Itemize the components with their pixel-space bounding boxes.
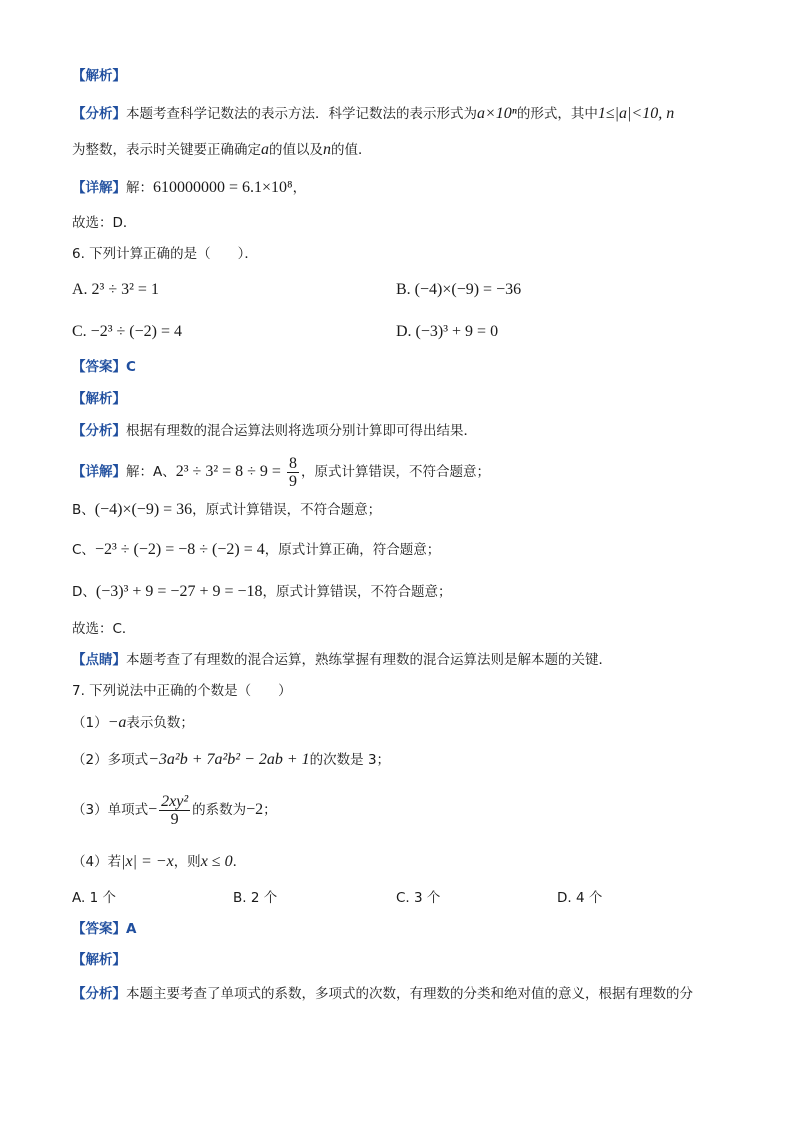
analysis-text: 的值以及 xyxy=(269,142,323,158)
solution-label: C、 xyxy=(72,542,95,558)
q7-option-c: C. 3 个 xyxy=(396,890,441,906)
analysis-text: 为整数，表示时关键要正确确定 xyxy=(72,142,261,158)
q7-option-b: B. 2 个 xyxy=(233,890,278,906)
statement-text: ． xyxy=(232,854,247,870)
q7-statement-1 xyxy=(72,713,194,733)
solution-line-c xyxy=(72,540,440,560)
remark-line: 【点睛】本题考查了有理数的混合运算，熟练掌握有理数的混合运算法则是解本题的关键． xyxy=(72,652,612,668)
solution-line-a xyxy=(72,452,490,492)
answer-choice-line: 故选：D． xyxy=(72,215,137,231)
solution-label: 【详解】解： xyxy=(72,180,153,196)
math-expression: −2³ ÷ (−2) = −8 ÷ (−2) = 4 xyxy=(94,541,265,558)
question-6-stem: 6. 下列计算正确的是（ ）． xyxy=(72,246,258,262)
statement-text: 表示负数； xyxy=(126,715,194,731)
solution-line xyxy=(72,178,306,198)
section-heading-analysis: 【解析】 xyxy=(72,391,126,407)
analysis-line: 【分析】根据有理数的混合运算法则将选项分别计算即可得出结果． xyxy=(72,423,477,439)
statement-text: ； xyxy=(263,802,277,818)
math-expression: −3a²b + 7a²b² − 2ab + 1 xyxy=(148,751,310,768)
math-expression: − xyxy=(148,801,158,818)
statement-text: 的系数为 xyxy=(192,802,247,818)
analysis-text: 的形式，其中 xyxy=(516,106,598,122)
math-expression: −a xyxy=(107,714,127,731)
fraction-numerator: 8 xyxy=(288,454,297,472)
solution-line-b xyxy=(72,500,381,520)
fraction-numerator: 2xy² xyxy=(161,792,189,810)
question-7-stem: 7. 下列说法中正确的个数是（ ） xyxy=(72,683,292,699)
analysis-line-1 xyxy=(72,104,674,124)
analysis-text: 的值． xyxy=(331,142,372,158)
solution-label: D、 xyxy=(72,584,96,600)
solution-label: 【详解】解：A、 xyxy=(72,464,176,480)
math-expression: a×10ⁿ xyxy=(477,105,517,122)
math-expression: (−3)³ + 9 = −27 + 9 = −18 xyxy=(95,583,263,600)
math-expression: 610000000 = 6.1×10⁸ xyxy=(153,179,293,196)
answer-choice-line: 故选：C． xyxy=(72,621,136,637)
q6-option-d: D. (−3)³ + 9 = 0 xyxy=(396,323,499,340)
solution-label: B、 xyxy=(72,502,95,518)
analysis-text: 【分析】本题考查科学记数法的表示方法．科学记数法的表示形式为 xyxy=(72,106,477,122)
math-expression: n xyxy=(323,141,331,158)
answer-label: 【答案】C xyxy=(72,359,136,375)
q6-option-c: C. −2³ ÷ (−2) = 4 xyxy=(72,323,182,340)
fraction xyxy=(287,455,299,490)
math-expression: a xyxy=(261,141,269,158)
fraction xyxy=(159,793,190,828)
statement-text: ，则 xyxy=(173,854,201,870)
math-expression: 1≤|a|<10, n xyxy=(597,105,675,122)
answer-label: 【答案】A xyxy=(72,921,137,937)
section-heading-analysis: 【解析】 xyxy=(72,68,126,84)
statement-text: （4）若 xyxy=(72,854,122,870)
statement-number: （1） xyxy=(72,715,108,731)
solution-text: ，原式计算正确，符合题意； xyxy=(264,542,441,558)
solution-text: ，原式计算错误，不符合题意； xyxy=(262,584,452,600)
q7-option-d: D. 4 个 xyxy=(557,890,603,906)
q7-statement-2 xyxy=(72,750,390,770)
math-expression: |x| = −x xyxy=(121,853,174,870)
statement-text: （2）多项式 xyxy=(72,752,149,768)
solution-text: ， xyxy=(292,180,307,196)
solution-text: ，原式计算错误，不符合题意； xyxy=(192,502,382,518)
analysis-line: 【分析】本题主要考查了单项式的系数，多项式的次数，有理数的分类和绝对值的意义，根据有理数的分 xyxy=(72,986,693,1002)
fraction-denominator: 9 xyxy=(170,810,179,828)
q6-option-b: B. (−4)×(−9) = −36 xyxy=(396,281,522,298)
statement-text: 的次数是 3； xyxy=(309,752,391,768)
math-expression: (−4)×(−9) = 36 xyxy=(94,501,193,518)
q7-option-a: A. 1 个 xyxy=(72,890,116,906)
q7-statement-4 xyxy=(72,852,246,872)
fraction-denominator: 9 xyxy=(288,472,297,490)
math-expression: 2³ ÷ 3² = 8 ÷ 9 = xyxy=(175,463,285,480)
math-expression: x ≤ 0 xyxy=(200,853,233,870)
statement-text: （3）单项式 xyxy=(72,802,149,818)
solution-line-d xyxy=(72,582,452,602)
q7-statement-3 xyxy=(72,790,277,830)
analysis-line-2 xyxy=(72,140,372,160)
math-expression: −2 xyxy=(246,801,264,818)
q6-option-a: A. 2³ ÷ 3² = 1 xyxy=(72,281,159,298)
section-heading-analysis: 【解析】 xyxy=(72,952,126,968)
solution-text: ，原式计算错误，不符合题意； xyxy=(300,464,490,480)
